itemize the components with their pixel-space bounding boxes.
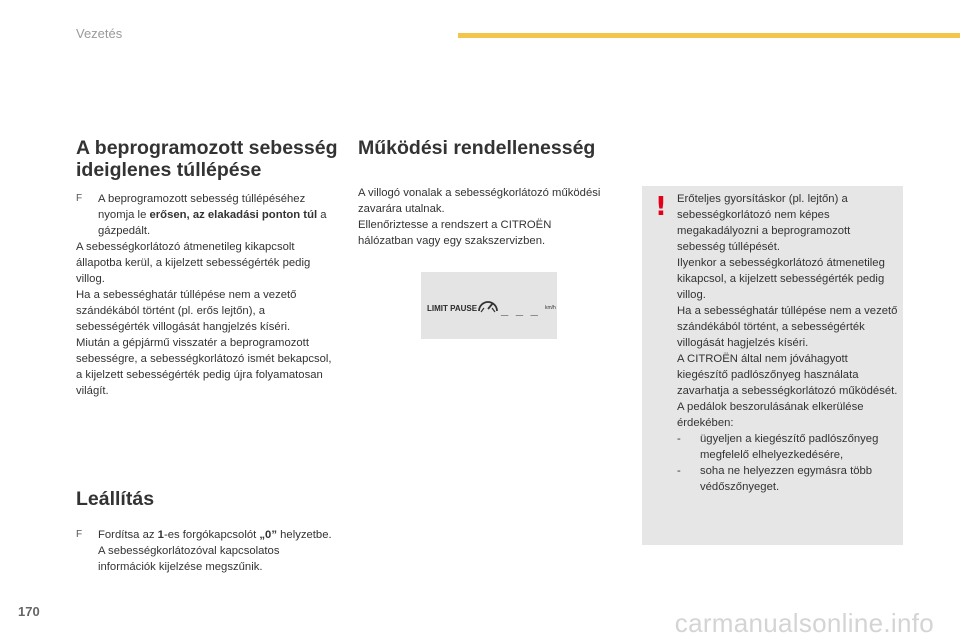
malfunction-body xyxy=(358,185,603,249)
paragraph: A sebességkorlátozó átmenetileg kikapcsolt állapotba kerül, a kijelzett sebességérték pedig villog. xyxy=(76,241,311,285)
column-left xyxy=(76,137,338,575)
paragraph: Ellenőriztesse a rendszert a CITROËN hálózatban vagy egy szakszervizben. xyxy=(358,219,552,247)
paragraph: A pedálok beszorulásának elkerülése érdekében: xyxy=(677,401,864,429)
section-heading-malfunction: Működési rendellenesség xyxy=(358,137,596,159)
paragraph: Erőteljes gyorsításkor (pl. lejtőn) a sebességkorlátozó nem képes megakadályozni a beprogramozott sebesség túllépését. xyxy=(677,193,851,253)
paragraph: Ilyenkor a sebességkorlátozó átmenetileg kikapcsol, a kijelzett sebességérték pedig villog. xyxy=(677,257,885,301)
paragraph: A CITROËN által nem jóváhagyott kiegészítő padlószőnyeg használata zavarhatja a sebességkorlátozó működését. xyxy=(677,353,898,397)
heading-line-2: ideiglenes túllépése xyxy=(76,159,262,181)
speedometer-icon xyxy=(479,302,497,312)
warning-box xyxy=(642,186,903,545)
list-item xyxy=(677,463,899,495)
list-item xyxy=(76,527,338,575)
stop-body xyxy=(76,527,338,575)
paragraph: A sebességkorlátozóval kapcsolatos információk kijelzése megszűnik. xyxy=(98,545,280,573)
list-item xyxy=(677,431,899,463)
bullet-marker: F xyxy=(76,529,83,540)
warning-text xyxy=(677,191,899,495)
limit-pause-display xyxy=(421,272,557,339)
display-label: LIMIT PAUSE xyxy=(427,304,478,313)
watermark: carmanualsonline.info xyxy=(674,608,934,638)
dash-item-text: soha ne helyezzen egymásra több védőszőnyeget. xyxy=(700,465,873,493)
bullet-text: Fordítsa az 1-es forgókapcsolót „0” helyzetbe. A sebességkorlátozóval kapcsolatos információk kijelzése megszűnik. xyxy=(98,527,338,575)
paragraph: Ha a sebességhatár túllépése nem a vezető szándékából történt (pl. erős lejtőn), a sebességérték villogását hangjelzés kíséri. xyxy=(76,289,297,333)
page-number: 170 xyxy=(18,604,40,619)
column-middle xyxy=(358,137,603,249)
dash-item-text: ügyeljen a kiegészítő padlószőnyeg megfelelő elhelyezkedésére, xyxy=(700,433,879,461)
bullet-marker: F xyxy=(76,193,83,204)
paragraph: Miután a gépjármű visszatér a beprogramozott sebességre, a sebességkorlátozó ismét bekapcsol, a kijelzett sebességérték pedig újra folyamatosan világít. xyxy=(76,337,332,397)
display-dashes: _ _ _ xyxy=(501,302,540,317)
section-heading-stop: Leállítás xyxy=(76,488,155,510)
dash-marker: - xyxy=(677,433,681,445)
header-accent-bar xyxy=(458,33,960,38)
dash-marker: - xyxy=(677,465,681,477)
paragraph: Ha a sebességhatár túllépése nem a vezető szándékából történt, a sebességérték villogását hagjelzés kíséri. xyxy=(677,305,898,349)
warning-icon: ! xyxy=(655,192,667,222)
overspeed-body xyxy=(76,191,338,399)
paragraph: A villogó vonalak a sebességkorlátozó működési zavarára utalnak. xyxy=(358,187,601,215)
section-heading-overspeed xyxy=(76,137,338,181)
header-title: Vezetés xyxy=(76,26,123,41)
display-unit: km/h xyxy=(545,305,556,311)
heading-line-1: A beprogramozott sebesség xyxy=(76,137,338,159)
list-item xyxy=(76,191,338,239)
bullet-text: A beprogramozott sebesség túllépéséhez nyomja le erősen, az elakadási ponton túl a gázpedált. xyxy=(98,193,327,237)
display-illustration xyxy=(421,272,557,339)
